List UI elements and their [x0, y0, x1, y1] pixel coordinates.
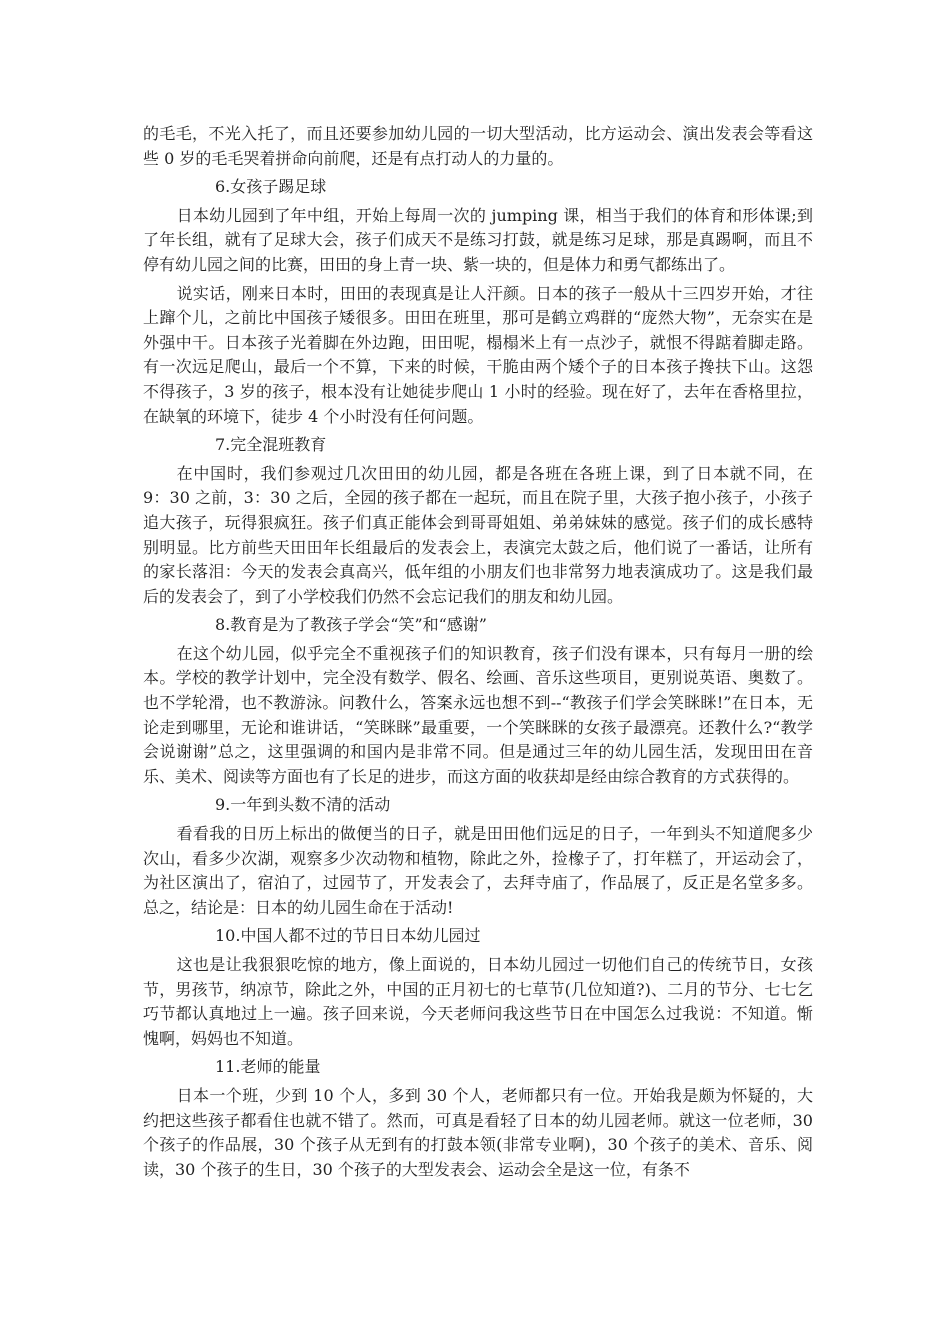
section-heading: 11.老师的能量: [215, 1057, 321, 1077]
body-paragraph: 日本一个班，少到 10 个人，多到 30 个人，老师都只有一位。开始我是颇为怀疑的，大约把这些孩子都看住也就不错了。然而，可真是看轻了日本的幼儿园老师。就这一位老师，30 个孩子的作品展，30 个孩子从无到有的打鼓本领(非常专业啊)，30 个孩子的美术、音乐、阅读，30 个孩子的生日，30 个孩子的大型发表会、运动会全是这一位，有条不: [143, 1085, 813, 1179]
body-paragraph: 在这个幼儿园，似乎完全不重视孩子们的知识教育，孩子们没有课本，只有每月一册的绘本。学校的教学计划中，完全没有数学、假名、绘画、音乐这些项目，更别说英语、奥数了。也不学轮滑，也不教游泳。问教什么，答案永远也想不到--“教孩子们学会笑眯眯!”在日本，无论走到哪里，无论和谁讲话，“笑眯眯”最重要，一个笑眯眯的女孩子最漂亮。还教什么?“教学会说谢谢”总之，这里强调的和国内是非常不同。但是通过三年的幼儿园生活，发现田田在音乐、美术、阅读等方面也有了长足的进步，而这方面的收获却是经由综合教育的方式获得的。: [143, 643, 813, 786]
section-heading: 8.教育是为了教孩子学会“笑”和“感谢”: [215, 615, 487, 635]
body-paragraph: 说实话，刚来日本时，田田的表现真是让人汗颜。日本的孩子一般从十三四岁开始，才往上蹿个儿，之前比中国孩子矮很多。田田在班里，那可是鹤立鸡群的“庞然大物”，无奈实在是外强中干。日本孩子光着脚在外边跑，田田呢，榻榻米上有一点沙子，就恨不得踮着脚走路。有一次远足爬山，最后一个不算，下来的时候，干脆由两个矮个子的日本孩子搀扶下山。这怨不得孩子，3 岁的孩子，根本没有让她徒步爬山 1 小时的经验。现在好了，去年在香格里拉，在缺氧的环境下，徒步 4 个小时没有任何问题。: [143, 283, 813, 426]
section-heading: 7.完全混班教育: [215, 435, 327, 455]
body-paragraph: 在中国时，我们参观过几次田田的幼儿园，都是各班在各班上课，到了日本就不同，在 9：30 之前，3：30 之后，全园的孩子都在一起玩，而且在院子里，大孩子抱小孩子，小孩子追大孩子，玩得狠疯狂。孩子们真正能体会到哥哥姐姐、弟弟妹妹的感觉。孩子们的成长感特别明显。比方前些天田田年长组最后的发表会上，表演完太鼓之后，他们说了一番话，让所有的家长落泪：今天的发表会真高兴，低年组的小朋友们也非常努力地表演成功了。这是我们最后的发表会了，到了小学校我们仍然不会忘记我们的朋友和幼儿园。: [143, 463, 813, 606]
body-paragraph: 看看我的日历上标出的做便当的日子，就是田田他们远足的日子，一年到头不知道爬多少次山，看多少次湖，观察多少次动物和植物，除此之外，捡橡子了，打年糕了，开运动会了，为社区演出了，宿泊了，过园节了，开发表会了，去拜寺庙了，作品展了，反正是名堂多多。总之，结论是：日本的幼儿园生命在于活动!: [143, 824, 813, 917]
section-heading: 6.女孩子踢足球: [215, 177, 327, 197]
document-body: [143, 122, 813, 1186]
body-paragraph: 日本幼儿园到了年中组，开始上每周一次的 jumping 课，相当于我们的体育和形体课;到了年长组，就有了足球大会，孩子们成天不是练习打鼓，就是练习足球，那是真踢啊，而且不停有幼儿园之间的比赛，田田的身上青一块、紫一块的，但是体力和勇气都练出了。: [143, 205, 813, 274]
section-heading: 9.一年到头数不清的活动: [215, 795, 391, 815]
section-heading: 10.中国人都不过的节日日本幼儿园过: [215, 926, 481, 946]
body-paragraph: 的毛毛，不光入托了，而且还要参加幼儿园的一切大型活动，比方运动会、演出发表会等看这些 0 岁的毛毛哭着拼命向前爬，还是有点打动人的力量的。: [143, 124, 813, 168]
body-paragraph: 这也是让我狠狠吃惊的地方，像上面说的，日本幼儿园过一切他们自己的传统节日，女孩节，男孩节，纳凉节，除此之外，中国的正月初七的七草节(几位知道?)、二月的节分、七七乞巧节都认真地过上一遍。孩子回来说，今天老师问我这些节日在中国怎么过我说：不知道。惭愧啊，妈妈也不知道。: [143, 955, 813, 1048]
